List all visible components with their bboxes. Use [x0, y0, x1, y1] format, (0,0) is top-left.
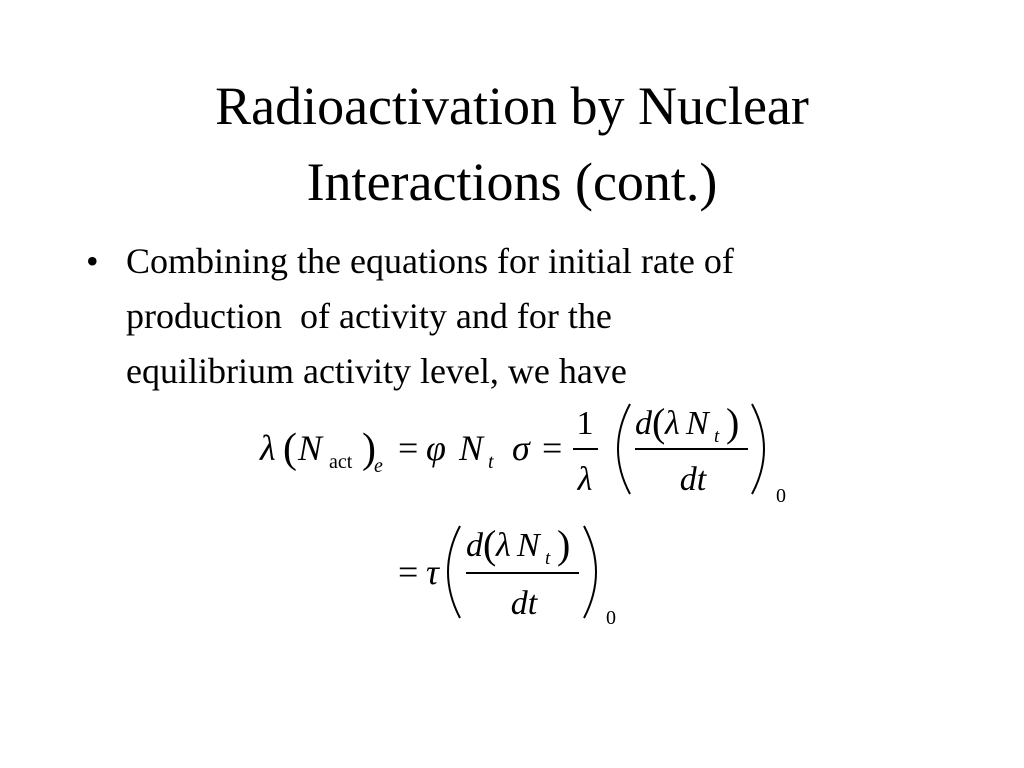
equation-2-svg — [392, 512, 632, 632]
bullet-text — [126, 234, 946, 399]
eq2-deriv-lambda: λ — [496, 527, 511, 564]
eq2-deriv-d: d — [466, 527, 483, 564]
eq1-paren-open: ( — [283, 426, 297, 472]
eq1-deriv-N: N — [686, 405, 709, 442]
bullet-line-3: equilibrium activity level, we have — [126, 351, 627, 391]
equation-1 — [250, 392, 790, 512]
eq1-sub-zero: 0 — [776, 485, 786, 507]
bullet-marker: • — [86, 241, 99, 281]
eq1-lambda: λ — [260, 428, 276, 468]
eq2-deriv-den: dt — [510, 585, 538, 622]
eq2-equals: = — [398, 552, 419, 592]
title-line-1: Radioactivation by Nuclear — [215, 76, 809, 136]
eq1-N: N — [298, 428, 323, 468]
bullet-line-2: production of activity and for the — [126, 296, 612, 336]
eq1-equals-2: = — [542, 428, 563, 468]
eq1-deriv-d: d — [635, 405, 652, 442]
bullet-line-1: Combining the equations for initial rate of — [126, 241, 734, 281]
eq1-big-paren-close — [752, 404, 764, 494]
title-line-2: Interactions (cont.) — [306, 152, 718, 212]
slide-title — [0, 68, 1024, 220]
eq1-frac-den: λ — [577, 461, 593, 498]
eq2-big-paren-open — [448, 526, 460, 618]
eq2-deriv-sub-t: t — [545, 548, 551, 569]
eq1-sub-act: act — [329, 451, 353, 473]
eq2-sub-zero: 0 — [606, 607, 616, 629]
eq1-sub-e: e — [374, 455, 383, 477]
bullet-item — [86, 234, 946, 399]
eq2-deriv-N: N — [517, 527, 540, 564]
eq1-equals-1: = — [398, 428, 419, 468]
eq1-sub-t: t — [488, 451, 494, 473]
eq1-phi: φ — [426, 428, 446, 468]
eq2-tau: τ — [426, 552, 439, 592]
eq1-paren-close: ) — [362, 426, 376, 472]
eq1-big-paren-open — [618, 404, 630, 494]
equation-1-svg — [250, 392, 790, 512]
equation-2 — [392, 512, 632, 632]
eq2-big-paren-close — [584, 526, 596, 618]
eq1-deriv-den: dt — [679, 461, 707, 498]
eq1-sigma: σ — [512, 428, 530, 468]
eq1-deriv-paren-close: ) — [726, 400, 740, 445]
eq1-frac-num: 1 — [576, 405, 594, 442]
eq2-deriv-paren-close: ) — [557, 522, 571, 567]
eq1-deriv-lambda: λ — [665, 405, 680, 442]
eq1-deriv-sub-t: t — [714, 426, 720, 447]
eq1-deriv-paren-open: ( — [652, 400, 666, 445]
eq1-N2: N — [459, 428, 484, 468]
eq2-deriv-paren-open: ( — [483, 522, 497, 567]
